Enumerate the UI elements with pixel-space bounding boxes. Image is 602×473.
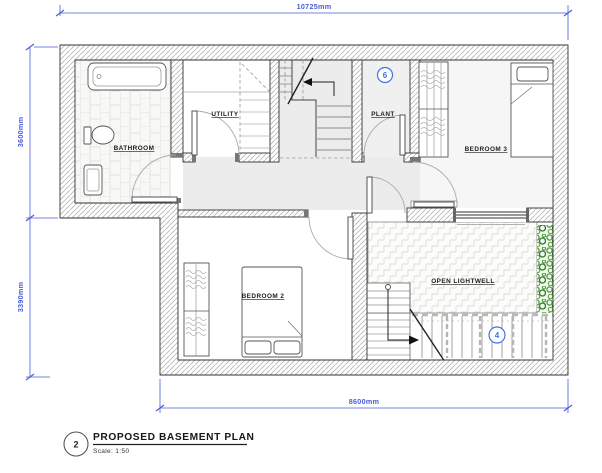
stair-direction-start-node xyxy=(386,285,391,290)
room-label-bathroom: BATHROOM xyxy=(113,145,155,152)
drawing-title: PROPOSED BASEMENT PLAN xyxy=(93,432,255,443)
bedroom2-pillow-1 xyxy=(245,341,271,354)
marker-4-number: 4 xyxy=(494,331,500,340)
bedroom3-door-leaf xyxy=(414,202,454,207)
room-label-utility: UTILITY xyxy=(211,111,239,118)
room-label-bedroom3: BEDROOM 3 xyxy=(464,146,508,153)
bathroom-door-leaf xyxy=(132,197,177,202)
wall-stub-utility-right xyxy=(239,153,270,162)
bedroom3-pillow xyxy=(517,67,548,81)
wall-bathroom-utility xyxy=(171,60,183,157)
dimension-left-upper xyxy=(16,44,58,221)
dimension-top xyxy=(56,2,572,40)
wall-utility-stair xyxy=(270,60,279,162)
title-block xyxy=(64,432,255,456)
bedroom2-furniture xyxy=(184,263,302,357)
bedroom2-pillow-2 xyxy=(274,341,300,354)
dimension-left-lower xyxy=(16,218,50,380)
room-label-lightwell: OPEN LIGHTWELL xyxy=(431,278,495,285)
room-label-bedroom2: BEDROOM 2 xyxy=(241,293,285,300)
dimension-bottom-text: 8600mm xyxy=(348,397,380,406)
bedroom2-door-leaf xyxy=(348,217,353,259)
drawing-scale: Scale: 1:50 xyxy=(93,448,130,455)
wall-lightwell-north-a xyxy=(407,208,455,222)
utility-door-leaf xyxy=(192,111,197,155)
wall-stair-plant xyxy=(352,60,362,162)
wall-plant-bedroom3 xyxy=(410,60,420,162)
toilet xyxy=(92,126,114,144)
lightwell-door-leaf xyxy=(367,177,372,213)
foliage-strip xyxy=(537,225,553,313)
dimension-left-upper-text: 3600mm xyxy=(16,116,25,148)
marker-6-number: 6 xyxy=(382,71,388,80)
plant-door-leaf xyxy=(400,115,405,155)
dimension-bottom xyxy=(156,379,572,413)
dimension-top-text: 10725mm xyxy=(296,2,332,11)
bedroom2-door-arc xyxy=(309,217,350,259)
dimension-left-lower-text: 3390mm xyxy=(16,281,25,313)
toilet-cistern xyxy=(84,127,91,144)
wall-hallway-south xyxy=(178,210,308,217)
wall-lightwell-north-b xyxy=(527,208,553,222)
room-label-plant: PLANT xyxy=(371,111,395,118)
hallway-floor xyxy=(183,157,420,210)
wall-bedroom2-lightwell xyxy=(352,213,367,360)
drawing-number: 2 xyxy=(73,439,79,450)
